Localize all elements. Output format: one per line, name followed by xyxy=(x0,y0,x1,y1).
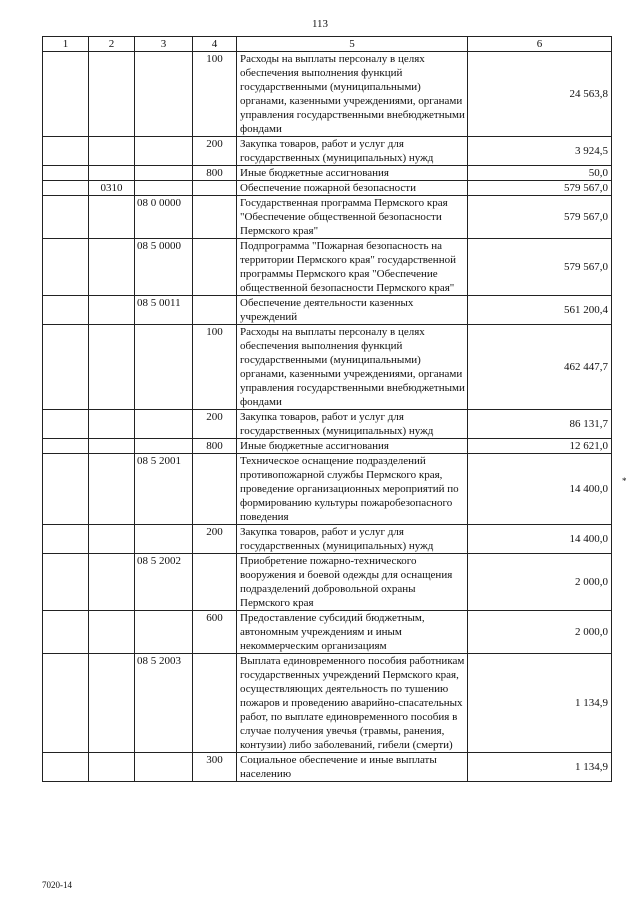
section-cell xyxy=(43,196,89,239)
description-cell: Иные бюджетные ассигнования xyxy=(237,166,468,181)
subsection-cell xyxy=(89,753,135,782)
table-row xyxy=(43,554,612,611)
expense-type-cell xyxy=(193,196,237,239)
target-article-cell: 08 5 0000 xyxy=(135,239,193,296)
description-cell: Обеспечение деятельности казенных учреждений xyxy=(237,296,468,325)
budget-table xyxy=(42,36,612,782)
target-article-cell: 08 5 0011 xyxy=(135,296,193,325)
subsection-cell xyxy=(89,296,135,325)
table-row xyxy=(43,439,612,454)
amount-cell: 14 400,0 xyxy=(468,525,612,554)
expense-type-cell: 100 xyxy=(193,325,237,410)
table-row xyxy=(43,196,612,239)
table-row xyxy=(43,525,612,554)
amount-cell: 50,0 xyxy=(468,166,612,181)
description-cell: Закупка товаров, работ и услуг для государственных (муниципальных) нужд xyxy=(237,410,468,439)
amount-cell: 2 000,0 xyxy=(468,554,612,611)
expense-type-cell xyxy=(193,296,237,325)
description-cell: Обеспечение пожарной безопасности xyxy=(237,181,468,196)
subsection-cell xyxy=(89,166,135,181)
table-row xyxy=(43,454,612,525)
section-cell xyxy=(43,611,89,654)
target-article-cell xyxy=(135,525,193,554)
target-article-cell xyxy=(135,166,193,181)
table-row xyxy=(43,753,612,782)
expense-type-cell: 600 xyxy=(193,611,237,654)
amount-cell: 579 567,0 xyxy=(468,181,612,196)
amount-cell: 462 447,7 xyxy=(468,325,612,410)
subsection-cell xyxy=(89,525,135,554)
section-cell xyxy=(43,325,89,410)
amount-cell: 2 000,0 xyxy=(468,611,612,654)
footer-code: 7020-14 xyxy=(42,880,72,890)
description-cell: Расходы на выплаты персоналу в целях обеспечения выполнения функций государственными (муниципальными) органами, казенными учреждениями, органами управления государственными внебюджетными фондами xyxy=(237,325,468,410)
target-article-cell xyxy=(135,753,193,782)
section-cell xyxy=(43,439,89,454)
subsection-cell xyxy=(89,137,135,166)
table-row xyxy=(43,239,612,296)
description-cell: Техническое оснащение подразделений противопожарной службы Пермского края, проведение организационных мероприятий по формированию культуры пожаробезопасного поведения xyxy=(237,454,468,525)
expense-type-cell xyxy=(193,454,237,525)
expense-type-cell: 800 xyxy=(193,439,237,454)
table-row xyxy=(43,181,612,196)
section-cell xyxy=(43,166,89,181)
description-cell: Государственная программа Пермского края "Обеспечение общественной безопасности Пермского края" xyxy=(237,196,468,239)
table-row xyxy=(43,410,612,439)
subsection-cell xyxy=(89,52,135,137)
section-cell xyxy=(43,753,89,782)
expense-type-cell: 200 xyxy=(193,525,237,554)
section-cell xyxy=(43,239,89,296)
subsection-cell xyxy=(89,239,135,296)
subsection-cell xyxy=(89,196,135,239)
target-article-cell: 08 5 2001 xyxy=(135,454,193,525)
expense-type-cell: 800 xyxy=(193,166,237,181)
header-col-1: 1 xyxy=(43,37,89,52)
table-row xyxy=(43,137,612,166)
amount-cell: 86 131,7 xyxy=(468,410,612,439)
target-article-cell: 08 5 2003 xyxy=(135,654,193,753)
description-cell: Иные бюджетные ассигнования xyxy=(237,439,468,454)
subsection-cell xyxy=(89,439,135,454)
target-article-cell xyxy=(135,325,193,410)
expense-type-cell: 200 xyxy=(193,410,237,439)
target-article-cell xyxy=(135,137,193,166)
section-cell xyxy=(43,137,89,166)
amount-cell: 1 134,9 xyxy=(468,753,612,782)
expense-type-cell: 300 xyxy=(193,753,237,782)
expense-type-cell: 200 xyxy=(193,137,237,166)
header-col-3: 3 xyxy=(135,37,193,52)
column-number-header xyxy=(43,37,612,52)
target-article-cell: 08 5 2002 xyxy=(135,554,193,611)
description-cell: Расходы на выплаты персоналу в целях обеспечения выполнения функций государственными (муниципальными) органами, казенными учреждениями, органами управления государственными внебюджетными фондами xyxy=(237,52,468,137)
subsection-cell xyxy=(89,654,135,753)
section-cell xyxy=(43,454,89,525)
table-row xyxy=(43,611,612,654)
target-article-cell xyxy=(135,52,193,137)
header-col-5: 5 xyxy=(237,37,468,52)
section-cell xyxy=(43,52,89,137)
amount-cell: 561 200,4 xyxy=(468,296,612,325)
table-row xyxy=(43,296,612,325)
amount-cell: 12 621,0 xyxy=(468,439,612,454)
subsection-cell xyxy=(89,325,135,410)
header-col-2: 2 xyxy=(89,37,135,52)
section-cell xyxy=(43,525,89,554)
amount-cell: 14 400,0 xyxy=(468,454,612,525)
target-article-cell xyxy=(135,439,193,454)
amount-cell: 579 567,0 xyxy=(468,239,612,296)
table-row xyxy=(43,654,612,753)
target-article-cell: 08 0 0000 xyxy=(135,196,193,239)
table-row xyxy=(43,166,612,181)
amount-cell: 579 567,0 xyxy=(468,196,612,239)
description-cell: Социальное обеспечение и иные выплаты населению xyxy=(237,753,468,782)
description-cell: Закупка товаров, работ и услуг для государственных (муниципальных) нужд xyxy=(237,525,468,554)
expense-type-cell xyxy=(193,239,237,296)
expense-type-cell xyxy=(193,181,237,196)
section-cell xyxy=(43,181,89,196)
amount-cell: 3 924,5 xyxy=(468,137,612,166)
subsection-cell xyxy=(89,554,135,611)
description-cell: Закупка товаров, работ и услуг для государственных (муниципальных) нужд xyxy=(237,137,468,166)
expense-type-cell xyxy=(193,654,237,753)
amount-cell: 1 134,9 xyxy=(468,654,612,753)
section-cell xyxy=(43,296,89,325)
subsection-cell xyxy=(89,410,135,439)
target-article-cell xyxy=(135,611,193,654)
description-cell: Предоставление субсидий бюджетным, автономным учреждениям и иным некоммерческим организациям xyxy=(237,611,468,654)
description-cell: Подпрограмма "Пожарная безопасность на территории Пермского края" государственной программы Пермского края "Обеспечение общественной безопасности Пермского края" xyxy=(237,239,468,296)
target-article-cell xyxy=(135,181,193,196)
subsection-cell: 0310 xyxy=(89,181,135,196)
page-number: 113 xyxy=(311,18,329,30)
subsection-cell xyxy=(89,611,135,654)
section-cell xyxy=(43,410,89,439)
section-cell xyxy=(43,554,89,611)
target-article-cell xyxy=(135,410,193,439)
amount-cell: 24 563,8 xyxy=(468,52,612,137)
table-row xyxy=(43,52,612,137)
description-cell: Выплата единовременного пособия работникам государственных учреждений Пермского края, осуществляющих деятельность по тушению пожаров и проведению аварийно-спасательных работ, по выплате единовременного пособия в случае получения увечья (травмы, ранения, контузии) либо заболеваний, гибели (смерти) xyxy=(237,654,468,753)
subsection-cell xyxy=(89,454,135,525)
description-cell: Приобретение пожарно-технического вооружения и боевой одежды для оснащения подразделений добровольной охраны Пермского края xyxy=(237,554,468,611)
expense-type-cell: 100 xyxy=(193,52,237,137)
section-cell xyxy=(43,654,89,753)
header-col-6: 6 xyxy=(468,37,612,52)
expense-type-cell xyxy=(193,554,237,611)
margin-mark: * xyxy=(622,476,627,486)
table-row xyxy=(43,325,612,410)
header-col-4: 4 xyxy=(193,37,237,52)
